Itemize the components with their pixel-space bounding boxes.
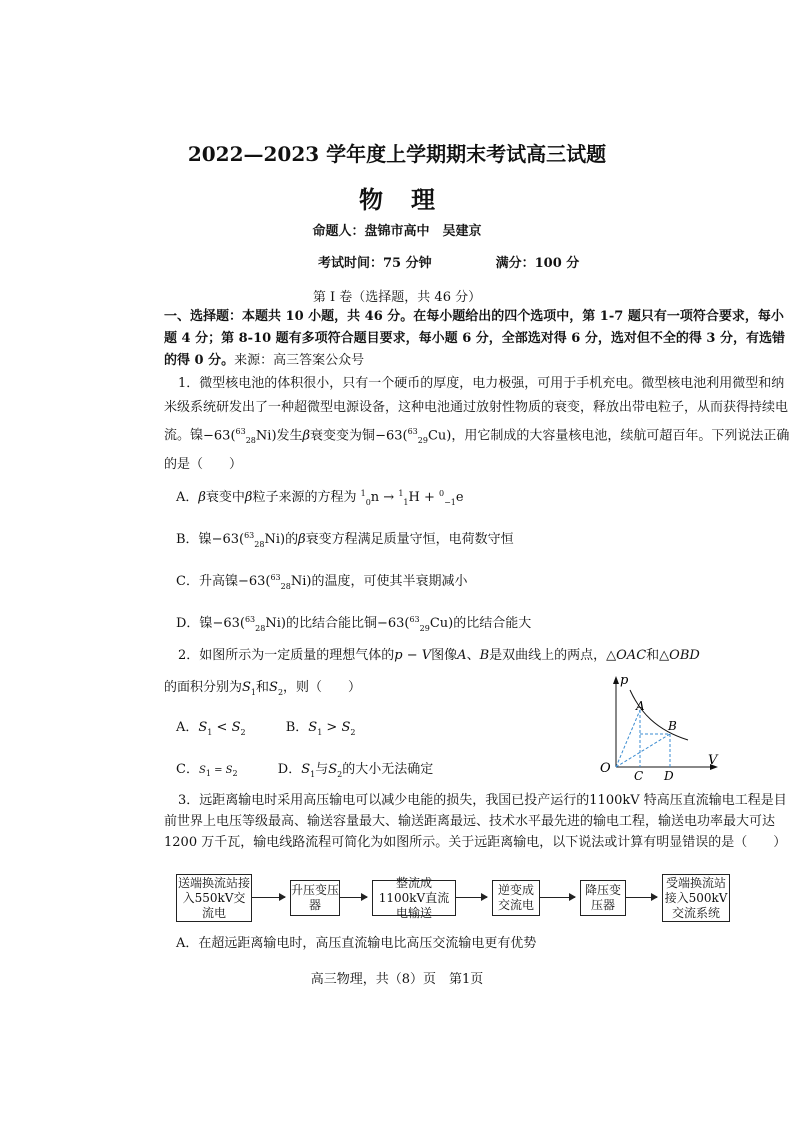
pv-label: p − V bbox=[394, 648, 432, 663]
q3-text: 3．远距离输电时采用高压输电可以减少电能的损失，我国已投产运行的1100kV 特高压直流输电工程是目前世界上电压等级最高、输送容量最大、输送距离最远、技术水平最先进的输电工程，输送电功率最大可达 1200 万千瓦，输电线路流程可简化为如图所示。关于远距离输电，以下说法或计算有明显错误的是（ ） bbox=[164, 793, 787, 850]
opt-label: C． bbox=[176, 762, 199, 777]
point-b-label: B bbox=[668, 719, 677, 733]
axis-v-label: V bbox=[708, 753, 718, 768]
pv-diagram bbox=[596, 672, 726, 782]
flow-box-step-down: 降压变压器 bbox=[580, 880, 626, 916]
q2-text: ，则（ ） bbox=[283, 680, 362, 695]
beta-symbol: β bbox=[198, 490, 206, 505]
opt-text: 的比结合能大 bbox=[453, 616, 532, 631]
point-a-label: A bbox=[636, 699, 645, 713]
q2-text: 和 bbox=[646, 648, 660, 663]
q2-text: 是双曲线上的两点， bbox=[489, 648, 607, 663]
exam-score: 满分：100 分 bbox=[495, 256, 580, 271]
volume-heading: 第 I 卷（选择题，共 46 分） bbox=[312, 290, 482, 305]
q2-options-ab: A．$S_1 < S_2$ B．$S_1 > S_2$ bbox=[176, 720, 356, 737]
flow-arrow bbox=[339, 897, 367, 898]
ni-label: −63 bbox=[211, 532, 239, 547]
section-text: 一、选择题：本题共 10 小题，共 46 分。在每小题给出的四个选项中，第 1-7 题只有一项符合要求，每小题 4 分；第 8-10 题有多项符合题目要求，每小题 6 分，全部选对得 6 分，选对但不全的得 3 分，有选错的得 0 分。 bbox=[164, 309, 785, 368]
question-1-stem: 1．微型核电池的体积很小，只有一个硬币的厚度，电力极强，可用于手机充电。微型核电池利用微型和纳米级系统研发出了一种超微型电源设备，这种电池通过放射性物质的衰变，释放出带电粒子，从而获得持续电流。镍−63($^{63}_{28}$Ni)发生β衰变变为铜−63($^{63}_{29}$Cu)，用它制成的大容量核电池，续航可超百年。下列说法正确的是（ ） bbox=[164, 376, 790, 472]
question-2-stem-cont: 的面积分别为$S_1$和$S_2$，则（ ） bbox=[164, 680, 362, 697]
beta-symbol: β bbox=[302, 428, 311, 444]
opt-label: A． bbox=[176, 490, 199, 505]
ni-label: −63 bbox=[212, 616, 240, 631]
flow-arrow bbox=[539, 897, 575, 898]
point-a-label: A bbox=[457, 648, 467, 663]
triangle-oac-label: △OAC bbox=[606, 648, 647, 663]
cu-label: −63 bbox=[376, 616, 405, 631]
opt-text: 粒子来源的方程为 bbox=[252, 490, 357, 505]
q2-text: 的面积分别为 bbox=[164, 680, 243, 695]
q1-option-d: D．镍−63($^{63}_{28}$Ni)的比结合能比铜−63($^{63}_{29}$Cu)的比结合能大 bbox=[176, 614, 532, 633]
q1-cu-label: −63 bbox=[375, 428, 403, 444]
section-instructions bbox=[164, 306, 794, 372]
q1-text-b: 发生 bbox=[276, 428, 303, 444]
s-symbol: S bbox=[242, 680, 251, 695]
exam-time: 考试时间：75 分钟 bbox=[318, 256, 432, 271]
q2-text: 图像 bbox=[431, 648, 458, 663]
opt-text: 衰变中 bbox=[205, 490, 245, 505]
q1-option-c: C．升高镍−63($^{63}_{28}$Ni)的温度，可使其半衰期减小 bbox=[176, 572, 468, 591]
source-note: 来源：高三答案公众号 bbox=[234, 353, 365, 368]
point-b-label: B bbox=[479, 648, 490, 663]
q1-text-a: 1．微型核电池的体积很小，只有一个硬币的厚度，电力极强，可用于手机充电。微型核电池利用微型和纳米级系统研发出了一种超微型电源设备，这种电池通过放射性物质的衰变，释放出带电粒子，从而获得持续电流。镍 bbox=[164, 376, 789, 444]
exam-title: 2022—2023 学年度上学期期末考试高三试题 bbox=[187, 142, 607, 166]
flow-box-step-up: 升压变压器 bbox=[290, 880, 340, 916]
flow-arrow bbox=[455, 897, 487, 898]
opt-label: A． bbox=[176, 720, 199, 735]
opt-text: 的比结合能比铜 bbox=[285, 616, 377, 631]
page-footer: 高三物理，共（8）页 第1页 bbox=[310, 972, 484, 987]
op-gt: > bbox=[326, 720, 338, 735]
opt-text: 的大小无法确定 bbox=[342, 762, 434, 777]
axis-p-label: p bbox=[620, 673, 629, 688]
q1-text-d: ，用它制成的大容量核电池，续航可超百年。下列说法正确的是（ ） bbox=[164, 428, 790, 472]
beta-symbol: β bbox=[244, 490, 253, 505]
q2-text: 2．如图所示为一定质量的理想气体的 bbox=[178, 648, 395, 663]
ni-label: −63 bbox=[237, 574, 266, 589]
opt-text: 的 bbox=[285, 532, 299, 547]
question-2-stem bbox=[178, 644, 700, 663]
op-lt: < bbox=[216, 720, 228, 735]
opt-text: D．镍 bbox=[176, 616, 213, 631]
s-symbol: S bbox=[269, 680, 278, 695]
point-d-label: D bbox=[664, 769, 674, 782]
q1-option-a: A．β衰变中β粒子来源的方程为 $^1_0$n → $^1_1$H + $^0_{-1}$e bbox=[176, 488, 464, 507]
transmission-flowchart bbox=[172, 872, 732, 922]
point-c-label: C bbox=[634, 769, 644, 782]
opt-label: D． bbox=[277, 762, 302, 777]
author-line: 命题人：盘锦市高中 吴建京 bbox=[312, 224, 482, 239]
opt-text: 的温度，可使其半衰期减小 bbox=[311, 574, 468, 589]
beta-symbol: β bbox=[298, 532, 306, 547]
flow-box-rectify: 整流成1100kV直流电输送 bbox=[372, 880, 456, 916]
q1-text-c: 衰变变为铜 bbox=[310, 428, 376, 444]
origin-label: O bbox=[600, 761, 611, 776]
flow-arrow bbox=[251, 897, 285, 898]
q2-text: 和 bbox=[256, 680, 270, 695]
flow-box-receiving-station: 受端换流站接入500kV交流系统 bbox=[662, 874, 730, 922]
q1-option-b: B．镍−63($^{63}_{28}$Ni)的β衰变方程满足质量守恒，电荷数守恒 bbox=[176, 530, 514, 549]
op-eq: = bbox=[214, 765, 223, 776]
triangle-obd-label: △OBD bbox=[659, 648, 700, 663]
opt-label: B． bbox=[285, 720, 309, 735]
flow-box-sending-station: 送端换流站接入550kV交流电 bbox=[176, 874, 252, 922]
q1-ni-label: −63 bbox=[203, 428, 231, 444]
question-3-stem bbox=[164, 790, 794, 853]
q2-text: 、 bbox=[466, 648, 480, 663]
opt-text: B．镍 bbox=[176, 532, 212, 547]
flow-arrow bbox=[625, 897, 657, 898]
q2-options-cd: C．$S_1 = S_2$ D．$S_1$与$S_2$的大小无法确定 bbox=[176, 762, 434, 779]
q3-option-a: A．在超远距离输电时，高压直流输电比高压交流输电更有优势 bbox=[176, 936, 537, 951]
opt-text: 衰变方程满足质量守恒，电荷数守恒 bbox=[305, 532, 514, 547]
opt-text: C．升高镍 bbox=[176, 574, 238, 589]
flow-box-invert: 逆变成交流电 bbox=[492, 880, 540, 916]
exam-meta bbox=[318, 252, 579, 271]
opt-text: 与 bbox=[315, 762, 329, 777]
subject-title: 物理 bbox=[359, 185, 463, 214]
